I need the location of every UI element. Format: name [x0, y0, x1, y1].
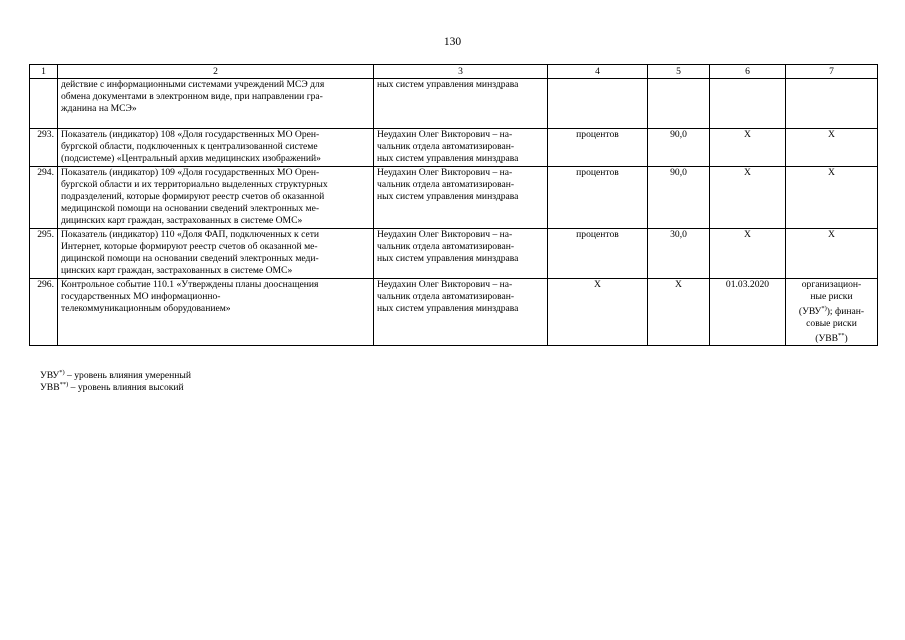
row-unit: Х	[548, 279, 648, 346]
row-value: 90,0	[648, 129, 710, 167]
column-header: 2	[58, 65, 374, 79]
row-number: 293.	[30, 129, 58, 167]
row-date	[710, 79, 786, 129]
row-number: 294.	[30, 167, 58, 229]
row-responsible: ных систем управления минздрава	[374, 79, 548, 129]
footnote-mark: *)	[59, 368, 65, 376]
page-number: 130	[443, 36, 462, 48]
row-risk	[786, 279, 878, 346]
row-date: 01.03.2020	[710, 279, 786, 346]
risk-footnote-mark: *)	[821, 305, 827, 312]
indicators-table	[29, 64, 878, 346]
footnote	[40, 382, 191, 394]
row-unit: процентов	[548, 229, 648, 279]
table-row	[30, 279, 878, 346]
row-unit: процентов	[548, 167, 648, 229]
risk-text: организацион-	[801, 279, 862, 290]
row-risk: Х	[786, 129, 878, 167]
column-header: 6	[710, 65, 786, 79]
risk-text: (УВУ	[798, 306, 822, 318]
footnote-text: – уровень влияния умеренный	[64, 370, 191, 381]
risk-footnote-mark: **	[838, 332, 845, 340]
row-responsible: Неудахин Олег Викторович – на- чальник отдела автоматизирован- ных систем управления минздрава	[374, 229, 548, 279]
column-header: 3	[374, 65, 548, 79]
row-value: 30,0	[648, 229, 710, 279]
row-risk: Х	[786, 229, 878, 279]
risk-text: ные риски	[810, 291, 853, 302]
row-unit	[548, 79, 648, 129]
column-header: 1	[30, 65, 58, 79]
risk-text: (УВВ	[815, 333, 839, 345]
footnote-text: – уровень влияния высокий	[68, 382, 184, 393]
footnote-abbr: УВВ	[40, 382, 60, 393]
row-responsible: Неудахин Олег Викторович – на- чальник отдела автоматизирован- ных систем управления минздрава	[374, 167, 548, 229]
row-unit: процентов	[548, 129, 648, 167]
risk-text: совые риски	[806, 318, 857, 330]
row-date: Х	[710, 129, 786, 167]
column-header: 7	[786, 65, 878, 79]
footnote-mark: **)	[59, 380, 69, 388]
row-date: Х	[710, 229, 786, 279]
row-date: Х	[710, 167, 786, 229]
row-value: Х	[648, 279, 710, 346]
row-description: Контрольное событие 110.1 «Утверждены планы дооснащения государственных МО информационно- телекоммуникационным оборудованием»	[58, 279, 374, 346]
footnote-abbr: УВУ	[40, 370, 60, 381]
row-number: 295.	[30, 229, 58, 279]
row-risk: Х	[786, 167, 878, 229]
row-description: Показатель (индикатор) 108 «Доля государственных МО Орен- бургской области, подключенных к централизованной системе (подсистеме) «Центральный архив медицинских изображений»	[58, 129, 374, 167]
row-description: Показатель (индикатор) 110 «Доля ФАП, подключенных к сети Интернет, которые формируют реестр счетов об оказанной ме- дицинской помощи на основании сведений электронных меди- цинских карт граждан, застрахованных в системе ОМС»	[58, 229, 374, 279]
row-value	[648, 79, 710, 129]
row-number: 296.	[30, 279, 58, 346]
table-header-row	[30, 65, 878, 79]
row-responsible: Неудахин Олег Викторович – на- чальник отдела автоматизирован- ных систем управления минздрава	[374, 129, 548, 167]
row-number	[30, 79, 58, 129]
row-responsible: Неудахин Олег Викторович – на- чальник отдела автоматизирован- ных систем управления минздрава	[374, 279, 548, 346]
row-risk	[786, 79, 878, 129]
risk-text: )	[844, 333, 848, 345]
table-row	[30, 167, 878, 229]
table-row	[30, 79, 878, 129]
row-value: 90,0	[648, 167, 710, 229]
risk-text: ); финан-	[826, 306, 865, 318]
row-description: действие с информационными системами учреждений МСЭ для обмена документами в электронном виде, при направлении гра- жданина на МСЭ»	[58, 79, 374, 129]
column-header: 5	[648, 65, 710, 79]
row-description: Показатель (индикатор) 109 «Доля государственных МО Орен- бургской области и их территориально выделенных структурных подразделений, которые формируют реестр счетов об оказанной медицинской помощи на основании сведений электронных ме- дицинских карт граждан, застрахованных в системе ОМС»	[58, 167, 374, 229]
table-row	[30, 129, 878, 167]
footnotes	[40, 370, 191, 394]
column-header: 4	[548, 65, 648, 79]
table-row	[30, 229, 878, 279]
